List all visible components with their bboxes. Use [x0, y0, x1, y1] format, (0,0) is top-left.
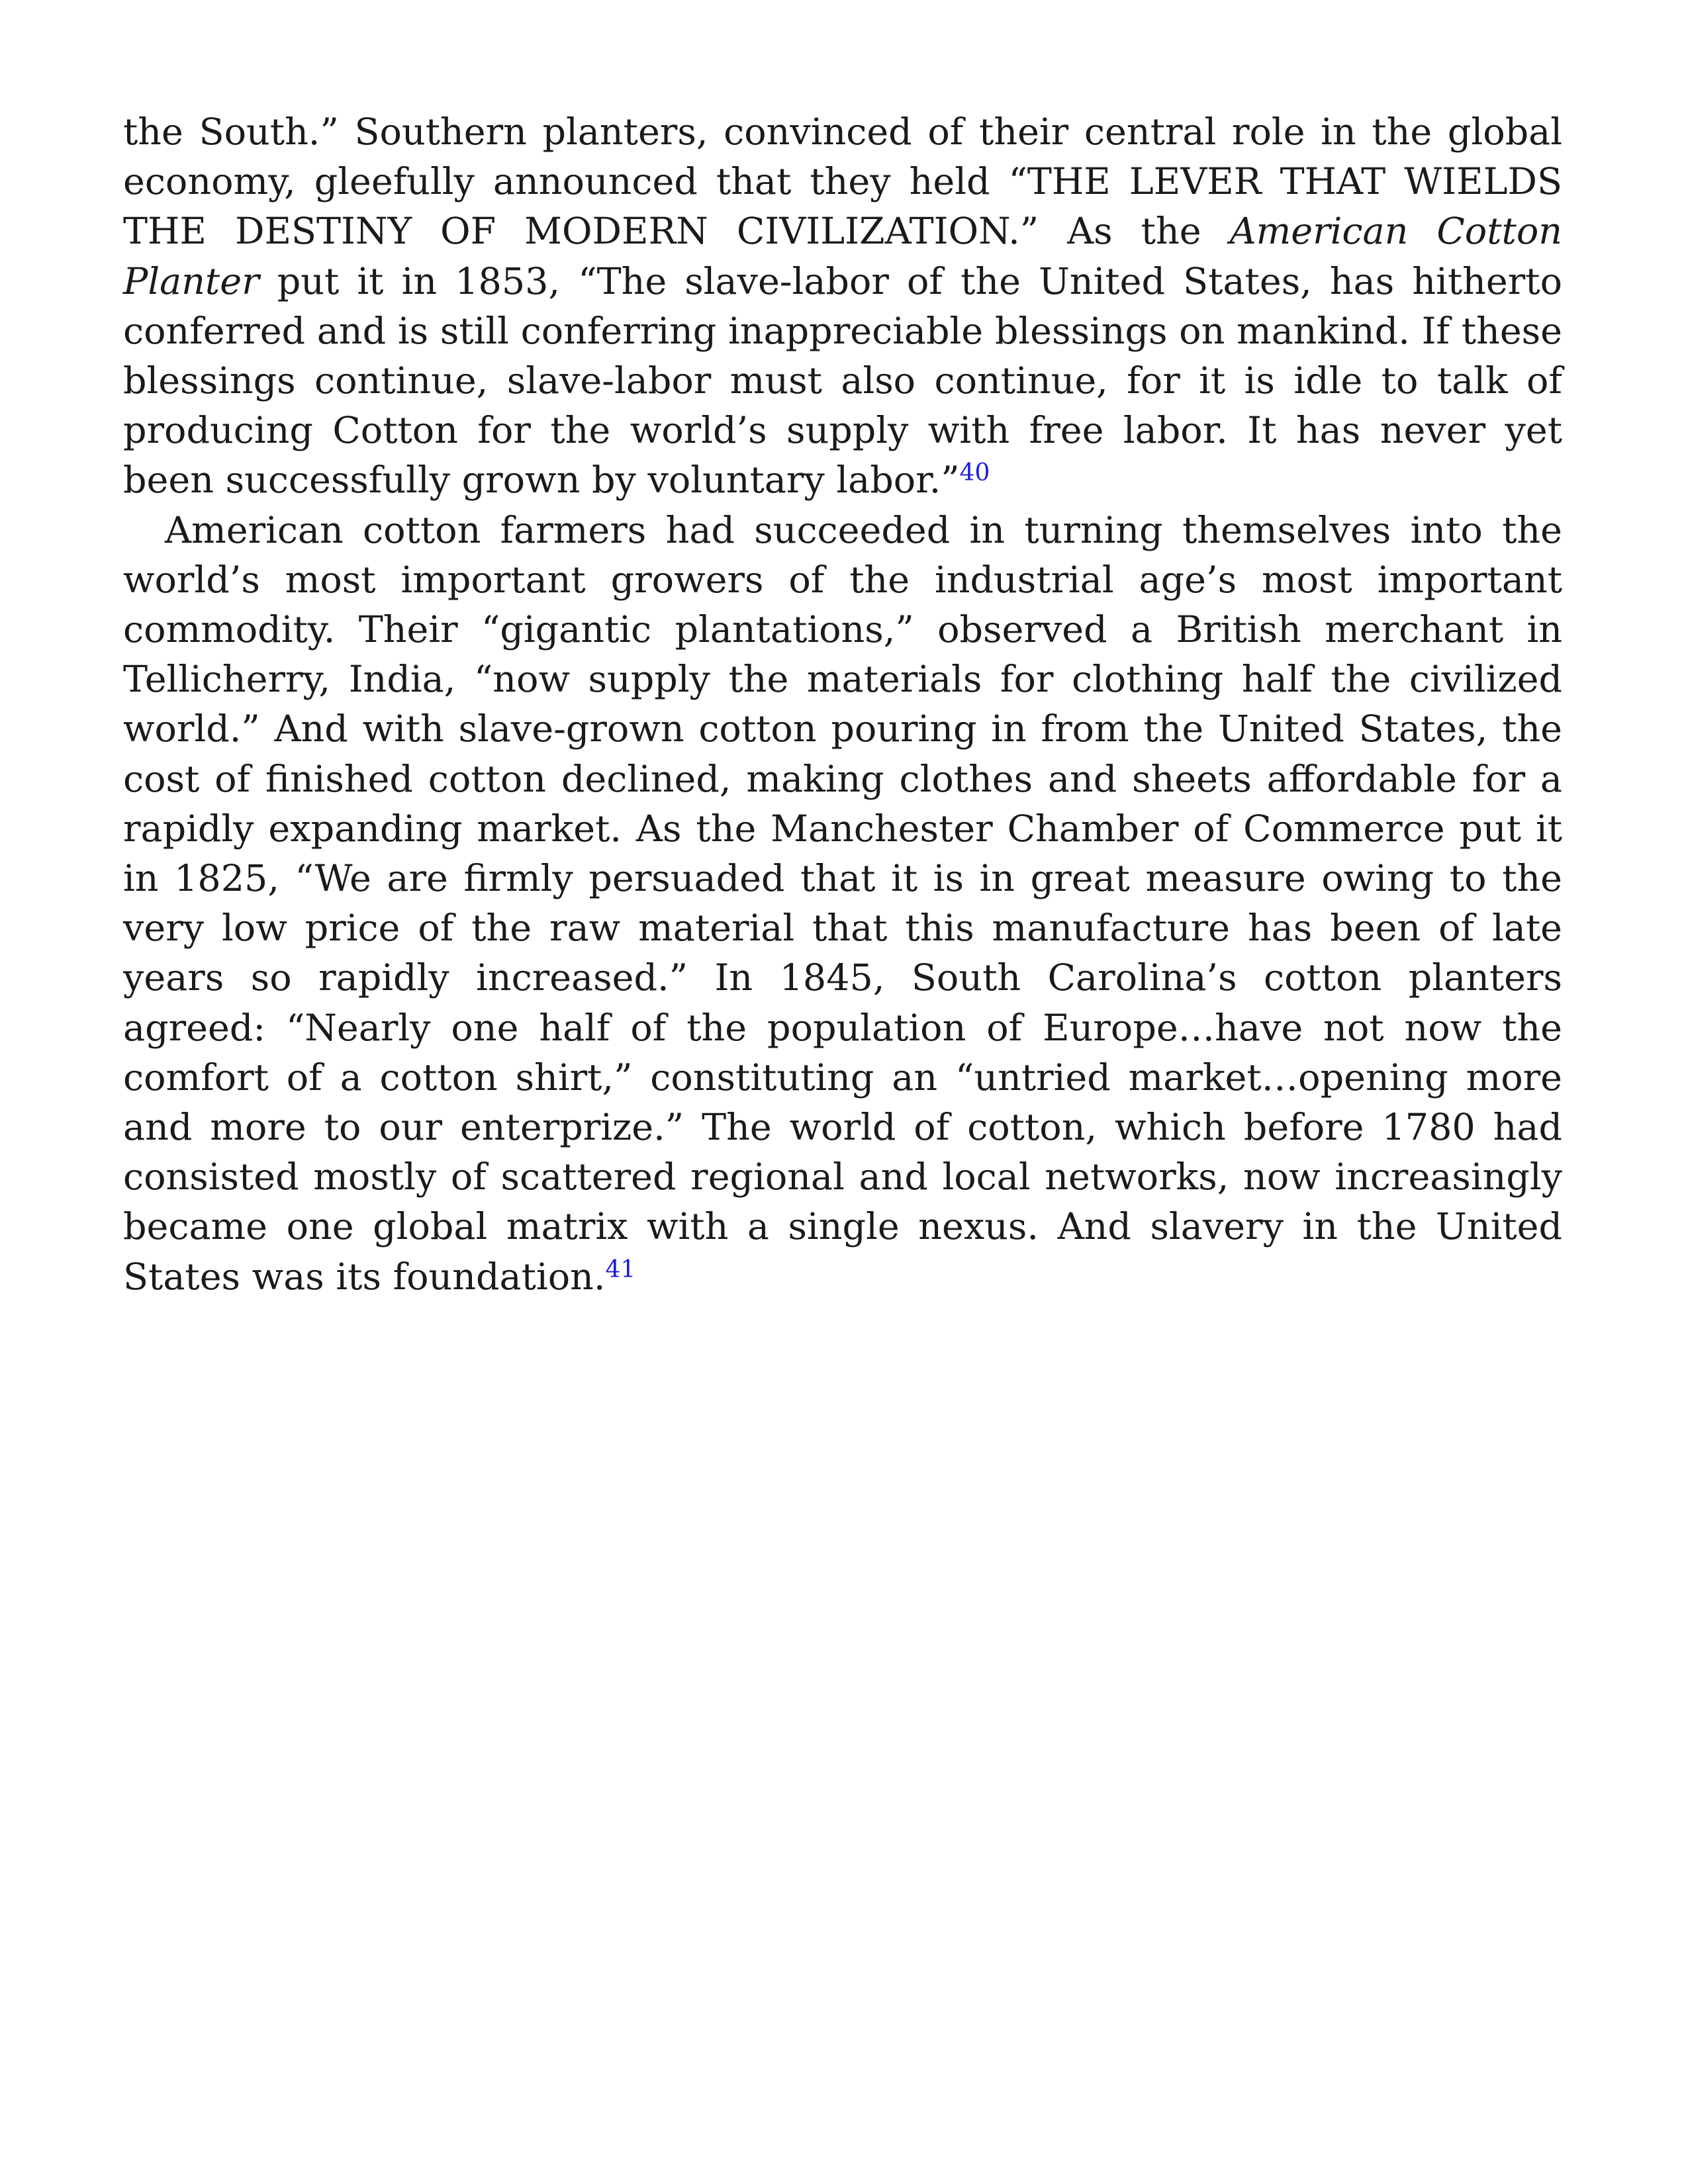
- paragraph-2-text: American cotton farmers had succeeded in turning themselves into the world’s most important growers of the industrial age’s most important commodity. Their “gigantic plantations,” observed a British merchant in Tellicherry, India, “now supply the materials for clothing half the civilized world.” And with slave-grown cotton pouring in from the United States, the cost of finished cotton declined, making clothes and sheets affordable for a rapidly expanding market. As the Manchester Chamber of Commerce put it in 1825, “We are firmly persuaded that it is in great measure owing to the very low price of the raw material that this manufacture has been of late years so rapidly increased.” In 1845, South Carolina’s cotton planters agreed: “Nearly one half of the population of Europe…have not now the comfort of a cotton shirt,” constituting an “untried market…opening more and more to our enterprize.” The world of cotton, which before 1780 had consisted mostly of scattered regional and local networks, now increasingly became one global matrix with a single nexus. And slavery in the United States was its foundation.: [123, 508, 1562, 1298]
- paragraph-1-text-start: the South.” Southern planters, convinced of their central role in the global economy, gleefully announced that they held “THE LEVER THAT WIELDS THE DESTINY OF MODERN CIVILIZATION.” As the: [123, 111, 1562, 253]
- footnote-link-40[interactable]: 40: [959, 459, 990, 487]
- paragraph-1: [123, 107, 1562, 506]
- footnote-link-41[interactable]: 41: [605, 1255, 636, 1283]
- publication-title: American Cotton Planter: [123, 210, 1562, 303]
- page-body: [123, 107, 1562, 1302]
- paragraph-1-text-end: put it in 1853, “The slave-labor of the United States, has hitherto conferred and is still conferring inappreciable blessings on mankind. If these blessings continue, slave-labor must also continue, for it is idle to talk of producing Cotton for the world’s supply with free labor. It has never yet been successfully grown by voluntary labor.”: [123, 259, 1562, 502]
- paragraph-2: [123, 506, 1562, 1302]
